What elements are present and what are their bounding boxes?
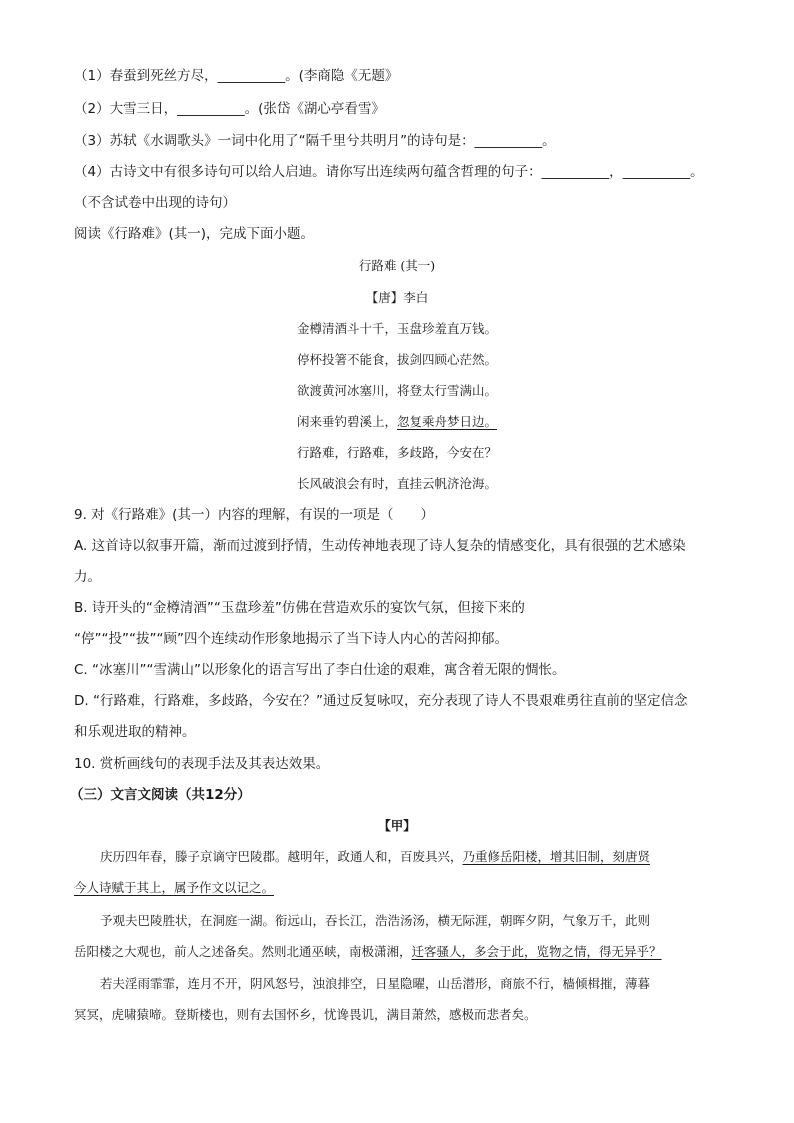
fill-question-4-note: （不含试卷中出现的诗句）: [74, 195, 236, 211]
poem-line: 金樽清酒斗十千，玉盘珍羞直万钱。: [296, 321, 497, 336]
q10-stem: 10. 赏析画线句的表现手法及其表达效果。: [74, 756, 330, 772]
q9-option-a: A. 这首诗以叙事开篇，渐而过渡到抒情，生动传神地表现了诗人复杂的情感变化，具有很强的艺术感染: [74, 538, 686, 554]
q9-option-a-cont: 力。: [74, 569, 101, 585]
passage-p3-line2: 冥冥，虎啸猿啼。登斯楼也，则有去国怀乡，忧谗畏讥，满目萧然，感极而悲者矣。: [74, 1007, 537, 1022]
q9-option-d-cont: 和乐观进取的精神。: [74, 724, 196, 740]
poem-line-4-plain: 闲来垂钓碧溪上，: [296, 414, 397, 429]
reading-intro: 阅读《行路难》(其一)，完成下面小题。: [74, 226, 315, 242]
passage-p1-line2: [74, 880, 274, 896]
passage-p2-line1: 予观夫巴陵胜状，在洞庭一湖。衔远山，吞长江，浩浩汤汤，横无际涯，朝晖夕阴，气象万千，此则: [100, 913, 651, 928]
fill-question-1: （1）春蚕到死丝方尽，__________。(李商隐《无题》: [74, 68, 399, 84]
q9-option-c: C. “冰塞川”“雪满山”以形象化的语言写出了李白仕途的艰难，寓含着无限的惆怅。: [74, 662, 566, 678]
q9-option-b-cont: “停”“投”“拔”“顾”四个连续动作形象地揭示了当下诗人内心的苦闷抑郁。: [74, 631, 508, 647]
poem-line: 欲渡黄河冰塞川，将登太行雪满山。: [296, 383, 497, 398]
poem-line: 停杯投箸不能食，拔剑四顾心茫然。: [296, 352, 497, 367]
passage-underlined: 乃重修岳阳楼，增其旧制，刻唐贤: [462, 849, 651, 864]
poem-line-4-underlined: 忽复乘舟梦日边。: [397, 414, 498, 429]
passage-label-jia: 【甲】: [378, 818, 416, 833]
q9-option-d: D. “行路难，行路难，多歧路，今安在？”通过反复咏叹，充分表现了诗人不畏艰难勇往直前的坚定信念: [74, 693, 688, 709]
q9-option-b: B. 诗开头的“金樽清酒”“玉盘珍羞”仿佛在营造欢乐的宴饮气氛，但接下来的: [74, 600, 525, 616]
q9-stem: 9. 对《行路难》(其一）内容的理解，有误的一项是（ ）: [74, 507, 434, 523]
passage-p3-line1: 若夫淫雨霏霏，连月不开，阴风怒号，浊浪排空，日星隐曜，山岳潜形，商旅不行，樯倾楫摧，薄暮: [100, 976, 651, 991]
passage-underlined: 迁客骚人，多会于此，览物之情，得无异乎？: [411, 944, 662, 959]
fill-question-4: （4）古诗文中有很多诗句可以给人启迪。请你写出连续两句蕴含哲理的句子：__________，__________。: [74, 164, 704, 180]
poem-line-underlined: [0, 414, 794, 430]
fill-question-2: （2）大雪三日，__________。(张岱《湖心亭看雪》: [74, 101, 385, 117]
passage-p2-line2: [74, 944, 662, 960]
section-heading: （三）文言文阅读（共12分）: [70, 787, 251, 803]
poem-line: 长风破浪会有时，直挂云帆济沧海。: [296, 476, 497, 491]
passage-text: 岳阳楼之大观也，前人之述备矣。然则北通巫峡，南极潇湘，: [74, 944, 412, 959]
passage-underlined: 今人诗赋于其上，属予作文以记之。: [74, 880, 275, 895]
fill-question-3: （3）苏轼《水调歌头》一词中化用了“隔千里兮共明月”的诗句是：__________。: [74, 133, 556, 149]
poem-title: 行路难 (其一): [358, 258, 436, 273]
passage-text: 庆历四年春，滕子京谪守巴陵郡。越明年，政通人和，百废具兴，: [100, 849, 463, 864]
poem-line: 行路难，行路难，多歧路，今安在？: [296, 445, 497, 460]
poem-author: 【唐】李白: [365, 290, 429, 305]
passage-p1-line1: [100, 849, 650, 865]
